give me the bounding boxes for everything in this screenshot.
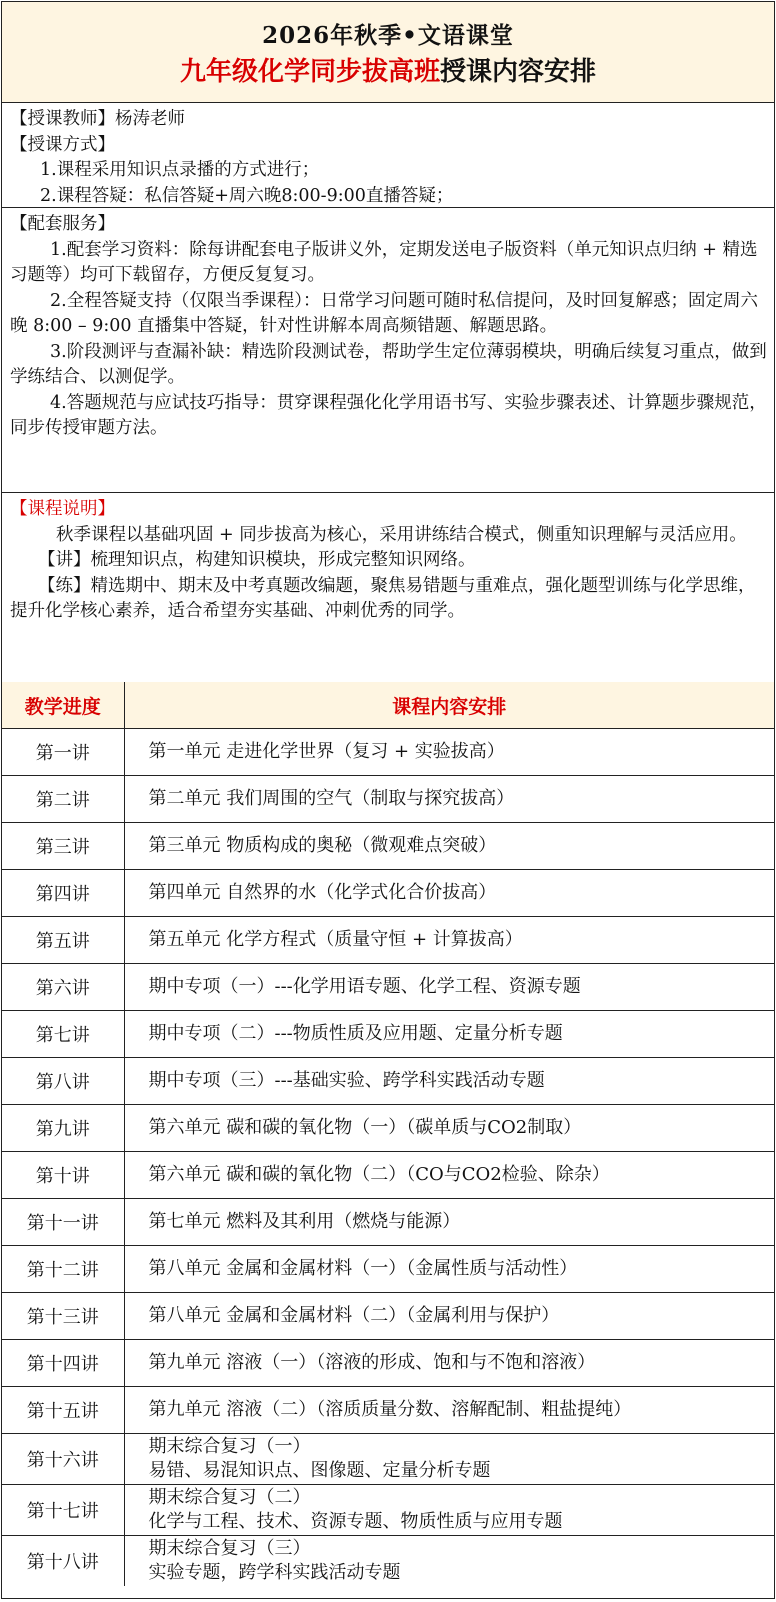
lesson-content: 第八单元 金属和金属材料（二）（金属利用与保护） — [124, 1293, 774, 1340]
course-paragraph: 秋季课程以基础巩固 + 同步拔高为核心，采用讲练结合模式，侧重知识理解与灵活应用。 — [56, 524, 747, 545]
lesson-content: 第六单元 碳和碳的氧化物（二）（CO与CO2检验、除杂） — [124, 1152, 774, 1199]
service-item: 1.配套学习资料：除每讲配套电子版讲义外，定期发送电子版资料（单元知识点归纳 + 精选习题等）均可下载留存，方便反复复习。 — [10, 239, 758, 285]
lesson-number: 第五讲 — [2, 917, 124, 964]
table-row — [2, 1387, 774, 1434]
teacher-name: 杨涛老师 — [115, 109, 185, 129]
table-row — [2, 729, 774, 776]
lesson-content-line1: 期末综合复习（二） — [148, 1487, 311, 1508]
lesson-number: 第十三讲 — [2, 1293, 124, 1340]
lesson-number: 第十讲 — [2, 1152, 124, 1199]
lesson-content: 第一单元 走进化学世界（复习 + 实验拔高） — [124, 729, 774, 776]
lesson-content-line1: 期末综合复习（三） — [148, 1538, 311, 1559]
table-row — [2, 1340, 774, 1387]
course-label: 【课程说明】 — [10, 499, 115, 519]
lesson-content: 第三单元 物质构成的奥秘（微观难点突破） — [124, 823, 774, 870]
table-row — [2, 1293, 774, 1340]
lesson-content-line2: 化学与工程、技术、资源专题、物质性质与应用专题 — [148, 1511, 563, 1532]
teacher-label: 【授课教师】 — [10, 109, 115, 129]
class-name: 九年级化学同步拔高班 — [179, 57, 440, 87]
column-header-content: 课程内容安排 — [124, 682, 774, 729]
lesson-number: 第十二讲 — [2, 1246, 124, 1293]
lesson-content-line2: 易错、易混知识点、图像题、定量分析专题 — [148, 1460, 491, 1481]
page-subtitle — [2, 52, 774, 92]
table-row — [2, 1246, 774, 1293]
lesson-content: 第九单元 溶液（一）（溶液的形成、饱和与不饱和溶液） — [124, 1340, 774, 1387]
method-item: 2.课程答疑：私信答疑+周六晚8:00-9:00直播答疑； — [40, 185, 454, 206]
lesson-content: 第二单元 我们周围的空气（制取与探究拔高） — [124, 776, 774, 823]
method-label: 【授课方式】 — [10, 134, 115, 155]
lesson-content: 期中专项（一）---化学用语专题、化学工程、资源专题 — [124, 964, 774, 1011]
course-paragraph: 【练】精选期中、期末及中考真题改编题，聚焦易错题与重难点，强化题型训练与化学思维，提升化学核心素养，适合希望夯实基础、冲刺优秀的同学。 — [10, 575, 756, 621]
lesson-number: 第四讲 — [2, 870, 124, 917]
table-row — [2, 823, 774, 870]
lesson-content: 第五单元 化学方程式（质量守恒 + 计算拔高） — [124, 917, 774, 964]
table-row — [2, 1536, 774, 1587]
course-section — [2, 493, 774, 682]
service-item: 4.答题规范与应试技巧指导：贯穿课程强化化学用语书写、实验步骤表述、计算题步骤规范，同步传授审题方法。 — [10, 392, 767, 438]
table-row — [2, 1434, 774, 1485]
schedule-table — [2, 682, 774, 1586]
lesson-content — [124, 1434, 774, 1485]
table-row — [2, 964, 774, 1011]
lesson-number: 第一讲 — [2, 729, 124, 776]
lesson-number: 第六讲 — [2, 964, 124, 1011]
table-row — [2, 1485, 774, 1536]
table-row — [2, 870, 774, 917]
lesson-number: 第八讲 — [2, 1058, 124, 1105]
lesson-number: 第十四讲 — [2, 1340, 124, 1387]
page-header — [2, 2, 774, 103]
lesson-content — [124, 1485, 774, 1536]
service-item: 2.全程答疑支持（仅限当季课程）：日常学习问题可随时私信提问，及时回复解惑；固定周六晚 8:00 – 9:00 直播集中答疑，针对性讲解本周高频错题、解题思路。 — [10, 290, 758, 336]
lesson-content: 期中专项（二）---物质性质及应用题、定量分析专题 — [124, 1011, 774, 1058]
table-row — [2, 1011, 774, 1058]
lesson-content-line1: 期末综合复习（一） — [148, 1436, 311, 1457]
course-paragraph: 【讲】梳理知识点，构建知识模块，形成完整知识网络。 — [38, 550, 476, 570]
table-row — [2, 917, 774, 964]
lesson-content: 期中专项（三）---基础实验、跨学科实践活动专题 — [124, 1058, 774, 1105]
table-row — [2, 1058, 774, 1105]
lesson-number: 第十八讲 — [2, 1536, 124, 1587]
lesson-number: 第十一讲 — [2, 1199, 124, 1246]
table-header-row — [2, 682, 774, 729]
lesson-content: 第八单元 金属和金属材料（一）（金属性质与活动性） — [124, 1246, 774, 1293]
lesson-number: 第九讲 — [2, 1105, 124, 1152]
method-item: 1.课程采用知识点录播的方式进行； — [40, 160, 320, 180]
column-header-progress: 教学进度 — [2, 682, 124, 729]
subtitle-suffix: 授课内容安排 — [440, 57, 597, 87]
lesson-content: 第六单元 碳和碳的氧化物（一）（碳单质与CO2制取） — [124, 1105, 774, 1152]
lesson-number: 第十六讲 — [2, 1434, 124, 1485]
services-label: 【配套服务】 — [10, 214, 115, 234]
table-row — [2, 1105, 774, 1152]
teacher-section — [2, 103, 774, 208]
table-row — [2, 1199, 774, 1246]
lesson-number: 第十五讲 — [2, 1387, 124, 1434]
schedule-sheet — [1, 1, 775, 1599]
lesson-number: 第七讲 — [2, 1011, 124, 1058]
lesson-content: 第九单元 溶液（二）（溶质质量分数、溶解配制、粗盐提纯） — [124, 1387, 774, 1434]
lesson-number: 第三讲 — [2, 823, 124, 870]
table-row — [2, 1152, 774, 1199]
lesson-content: 第四单元 自然界的水（化学式化合价拔高） — [124, 870, 774, 917]
page-title: 2026年秋季•文语课堂 — [262, 22, 514, 49]
lesson-content — [124, 1536, 774, 1587]
lesson-content-line2: 实验专题，跨学科实践活动专题 — [148, 1562, 401, 1583]
teacher-line — [10, 107, 768, 133]
service-item: 3.阶段测评与查漏补缺：精选阶段测试卷，帮助学生定位薄弱模块，明确后续复习重点，做到学练结合、以测促学。 — [10, 341, 767, 387]
lesson-number: 第十七讲 — [2, 1485, 124, 1536]
table-row — [2, 776, 774, 823]
lesson-number: 第二讲 — [2, 776, 124, 823]
services-section — [2, 208, 774, 493]
lesson-content: 第七单元 燃料及其利用（燃烧与能源） — [124, 1199, 774, 1246]
